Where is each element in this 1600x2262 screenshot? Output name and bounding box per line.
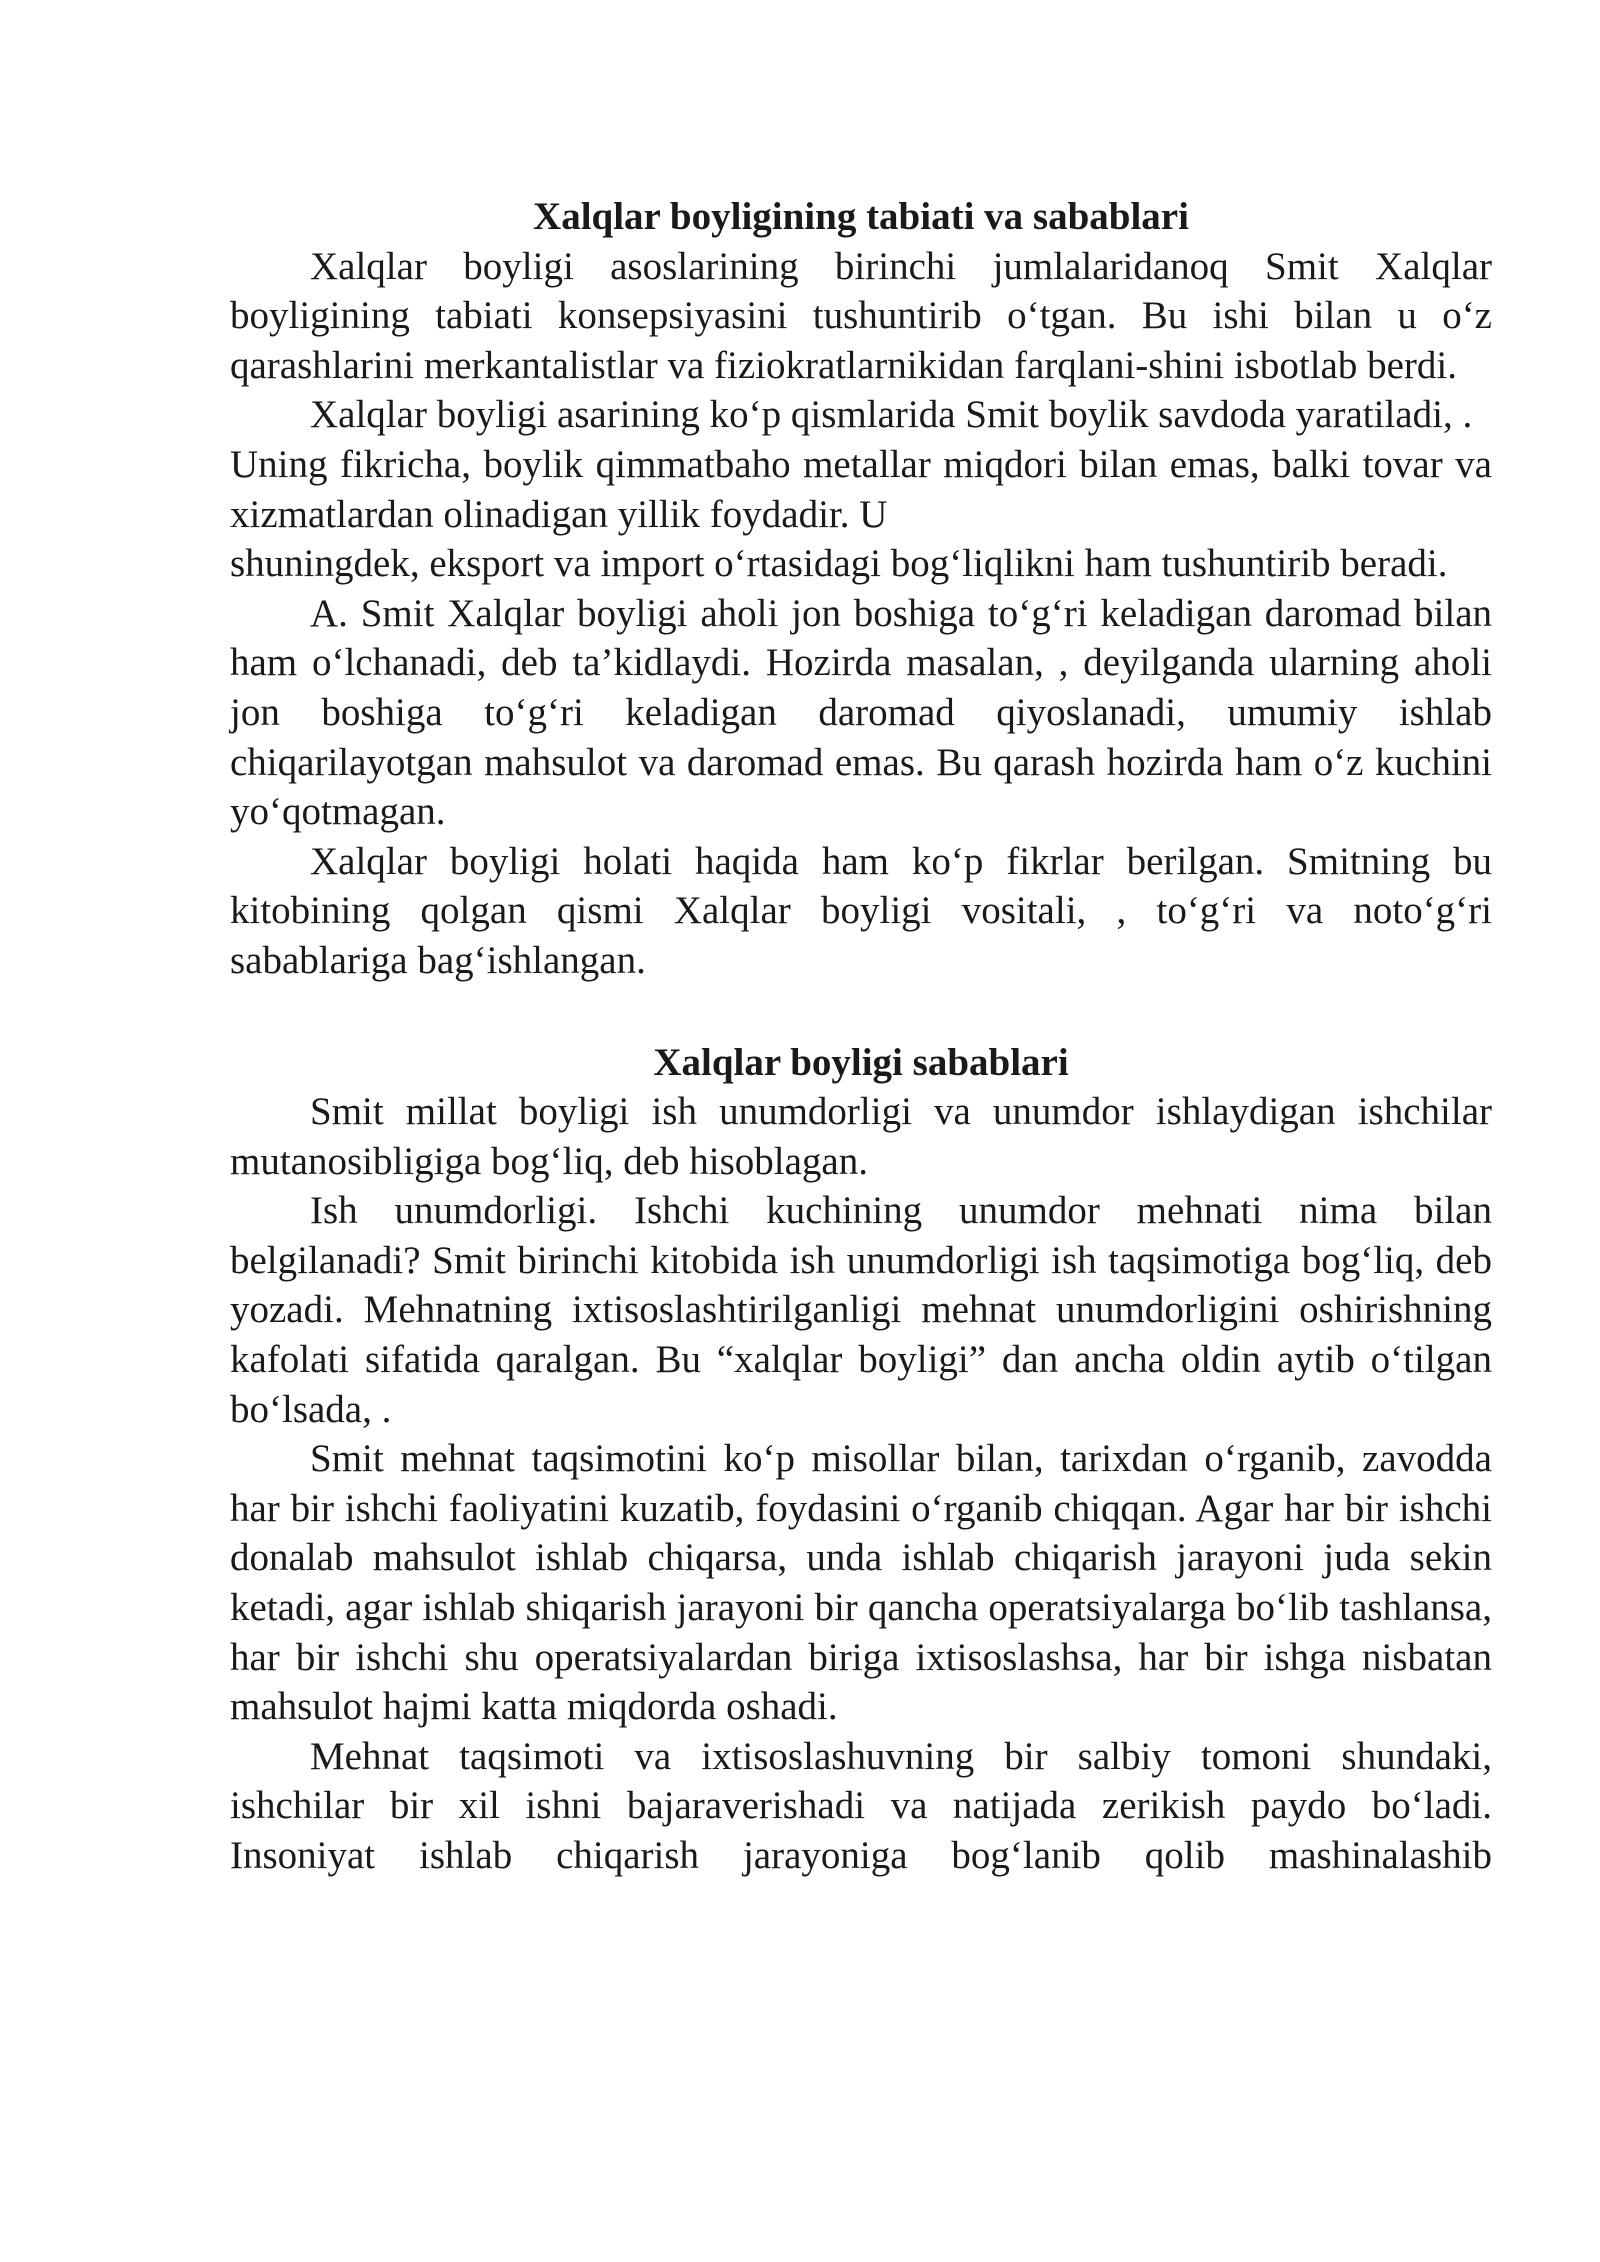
section-title: Xalqlar boyligi sabablari xyxy=(653,1040,1069,1084)
paragraph: Smit millat boyligi ish unumdorligi va unumdor ishlaydigan ishchilar mutanosibligiga bog‘liq, deb hisoblagan. xyxy=(230,1090,1492,1183)
document-page xyxy=(230,192,1492,1881)
paragraph: Smit mehnat taqsimotini ko‘p misollar bilan, tarixdan o‘rganib, zavodda har bir ishchi faoliyatini kuzatib, foydasini o‘rganib chiqqan. Agar har bir ishchi donalab mahsulot ishlab chiqarsa, unda ishlab chiqarish jarayoni juda sekin ketadi, agar ishlab shiqarish jarayoni bir qancha operatsiyalarga bo‘lib tashlansa, har bir ishchi shu operatsiyalardan biriga ixtisoslashsa, har bir ishga nisbatan mahsulot hajmi katta miqdorda oshadi. xyxy=(230,1437,1492,1729)
paragraph: Mehnat taqsimoti va ixtisoslashuvning bir salbiy tomoni shundaki, ishchilar bir xil ishni bajaraverishadi va natijada zerikish paydo bo‘ladi. Insoniyat ishlab chiqarish jarayoniga bog‘lanib qolib mashinalashib xyxy=(230,1734,1492,1877)
paragraph: A. Smit Xalqlar boyligi aholi jon boshiga to‘g‘ri keladigan daromad bilan ham o‘lchanadi, deb ta’kidlaydi. Hozirda masalan, , deyilganda ularning aholi jon boshiga to‘g‘ri keladigan daromad qiyoslanadi, umumiy ishlab chiqarilayotgan mahsulot va daromad emas. Bu qarash hozirda ham o‘z kuchini yo‘qotmagan. xyxy=(230,591,1492,834)
paragraph: Xalqlar boyligi holati haqida ham ko‘p fikrlar berilgan. Smitning bu kitobining qolgan qismi Xalqlar boyligi vositali, , to‘g‘ri va noto‘g‘ri sabablariga bag‘ishlangan. xyxy=(230,839,1492,982)
paragraph: shuningdek, eksport va import o‘rtasidagi bog‘liqlikni ham tushuntirib beradi. xyxy=(230,542,1448,586)
section-spacer xyxy=(230,986,1492,1038)
section-title: Xalqlar boyligining tabiati va sabablari xyxy=(533,195,1189,238)
paragraph: Ish unumdorligi. Ishchi kuchining unumdor mehnati nima bilan belgilanadi? Smit birinchi kitobida ish unumdorligi ish taqsimotiga bog‘liq, deb yozadi. Mehnatning ixtisoslashtirilganligi mehnat unumdorligini oshirishning kafolati sifatida qaralgan. Bu “xalqlar boyligi” dan ancha oldin aytib o‘tilgan bo‘lsada, . xyxy=(230,1189,1492,1431)
paragraph: Xalqlar boyligi asoslarining birinchi jumlalaridanoq Smit Xalqlar boyligining tabiati konsepsiyasini tushuntirib o‘tgan. Bu ishi bilan u o‘z qarashlarini merkantalistlar va fiziokratlarnikidan farqlani-shini isbotlab berdi. xyxy=(230,244,1492,387)
paragraph: Xalqlar boyligi asarining ko‘p qismlarida Smit boylik savdoda yaratiladi, . xyxy=(310,393,1473,437)
paragraph: Uning fikricha, boylik qimmatbaho metallar miqdori bilan emas, balki tovar va xizmatlardan olinadigan yillik foydadir. U xyxy=(230,442,1492,536)
